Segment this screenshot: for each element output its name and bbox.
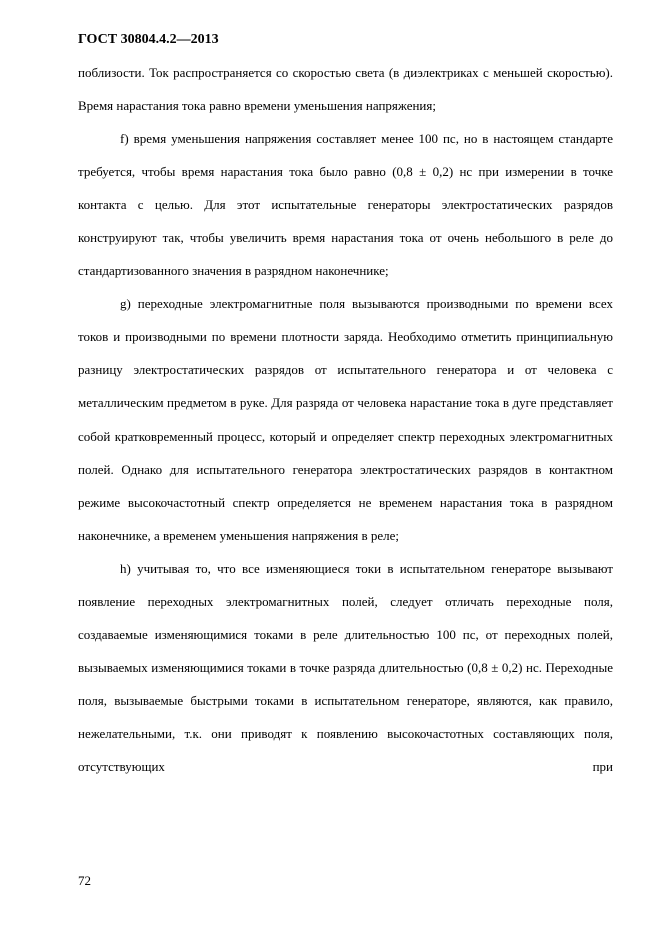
paragraph-item-h: h) учитывая то, что все изменяющиеся токи в испытательном генераторе вызывают появление переходных электромагнитных полей, следует отличать переходные поля, создаваемые изменяющимися токами в реле длительностью 100 пс, от переходных полей, вызываемых изменяющимися токами в точке разряда длительностью (0,8 ± 0,2) нс. Переходные поля, вызываемые быстрыми токами в испытательном генераторе, являются, как правило, нежелательными, т.к. они приводят к появлению высокочастотных составляющих поля, отсутствующих при xyxy=(78,560,613,774)
paragraph-item-g: g) переходные электромагнитные поля вызываются производными по времени всех токов и производными по времени плотности заряда. Необходимо отметить принципиальную разницу электростатических разрядов от испытательного генератора и от человека с металлическим предметом в руке. Для разряда от человека нарастание тока в дуге представляет собой кратковременный процесс, который и определяет спектр переходных электромагнитных полей. Однако для испытательного генератора электростатических разрядов в контактном режиме высокочастотный спектр определяется не временем нарастания тока в разрядном наконечнике, а временем уменьшения напряжения в реле; xyxy=(78,296,613,543)
document-header: ГОСТ 30804.4.2—2013 xyxy=(78,32,219,47)
paragraph-intro: поблизости. Ток распространяется со скоростью света (в диэлектриках с меньшей скоростью). Время нарастания тока равно времени уменьшения напряжения; xyxy=(78,65,613,114)
document-body xyxy=(78,56,613,783)
page-number: 72 xyxy=(78,873,91,888)
paragraph-item-f: f) время уменьшения напряжения составляет менее 100 пс, но в настоящем стандарте требуется, чтобы время нарастания тока было равно (0,8 ± 0,2) нс при измерении в точке контакта с целью. Для этот испытательные генераторы электростатических разрядов конструируют так, чтобы увеличить время нарастания тока от очень небольшого в реле до стандартизованного значения в разрядном наконечнике; xyxy=(78,131,613,279)
